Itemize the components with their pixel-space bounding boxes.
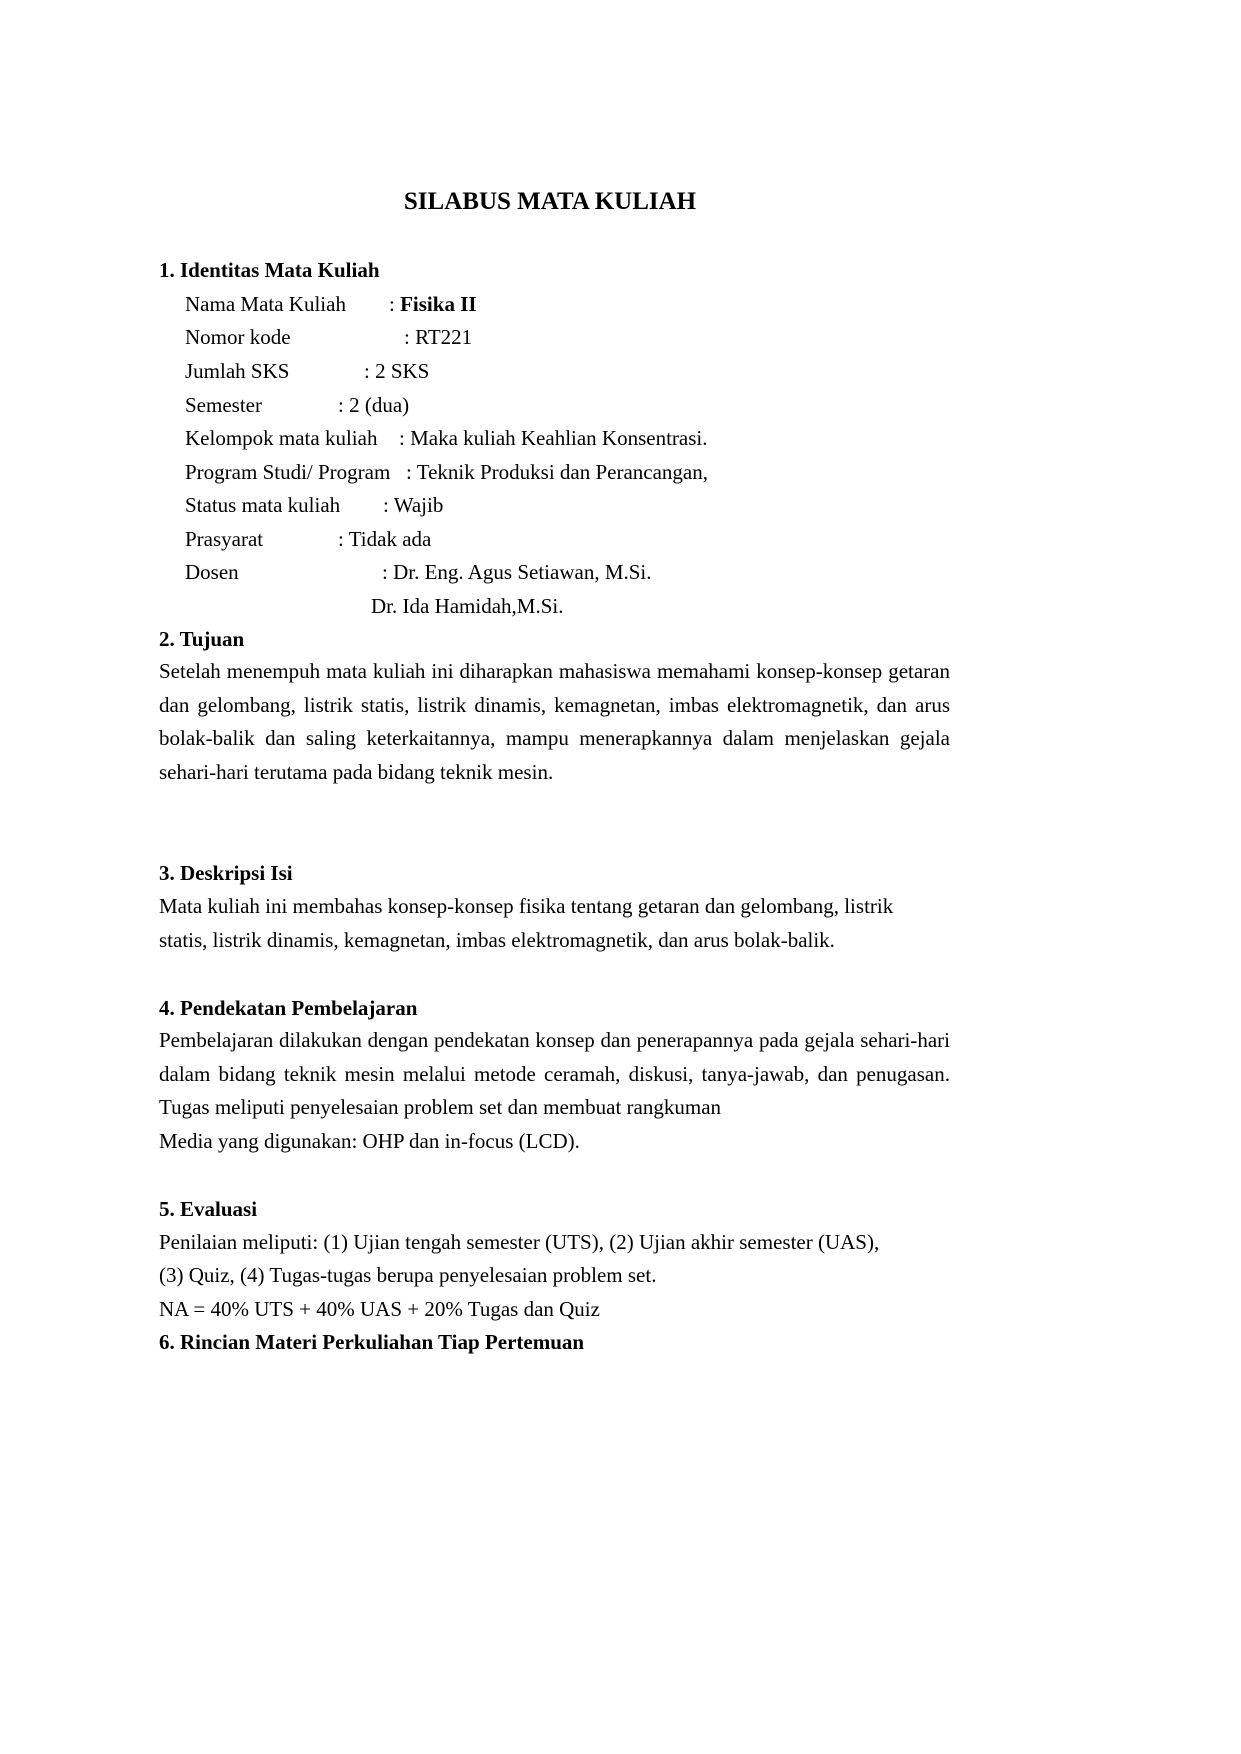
- row-kelompok-value: : Maka kuliah Keahlian Konsentrasi.: [399, 426, 708, 450]
- row-prodi-value: : Teknik Produksi dan Perancangan,: [406, 460, 708, 484]
- section-2-heading: 2. Tujuan: [159, 627, 245, 651]
- row-kelompok-label: Kelompok mata kuliah: [185, 426, 378, 450]
- row-semester-value: : 2 (dua): [338, 393, 410, 417]
- row-status-label: Status mata kuliah: [185, 493, 341, 517]
- section-6-heading: 6. Rincian Materi Perkuliahan Tiap Pertemuan: [159, 1330, 585, 1354]
- row-kode-label: Nomor kode: [185, 325, 291, 349]
- row-dosen-value: : Dr. Eng. Agus Setiawan, M.Si.: [382, 560, 652, 584]
- section-5-heading: 5. Evaluasi: [159, 1197, 258, 1221]
- row-status-value: : Wajib: [383, 493, 444, 517]
- row-nama-value: : Fisika II: [389, 292, 477, 316]
- row-prasyarat-label: Prasyarat: [185, 527, 264, 551]
- row-dosen-value-2: Dr. Ida Hamidah,M.Si.: [371, 594, 564, 618]
- row-kode-value: : RT221: [404, 325, 473, 349]
- document-title: SILABUS MATA KULIAH: [403, 188, 697, 215]
- row-sks-label: Jumlah SKS: [185, 359, 290, 383]
- section-3-line-1: Mata kuliah ini membahas konsep-konsep fisika tentang getaran dan gelombang, listrik: [159, 894, 894, 918]
- section-5-formula: NA = 40% UTS + 40% UAS + 20% Tugas dan Quiz: [159, 1297, 600, 1321]
- section-1-heading: 1. Identitas Mata Kuliah: [159, 258, 380, 282]
- section-5-line-2: (3) Quiz, (4) Tugas-tugas berupa penyelesaian problem set.: [159, 1263, 657, 1287]
- section-3-line-2: statis, listrik dinamis, kemagnetan, imbas elektromagnetik, dan arus bolak-balik.: [159, 928, 835, 952]
- section-5-line-1: Penilaian meliputi: (1) Ujian tengah semester (UTS), (2) Ujian akhir semester (UAS),: [159, 1230, 880, 1254]
- course-name: Fisika II: [400, 292, 477, 316]
- row-semester-label: Semester: [185, 393, 262, 417]
- section-2-text: Setelah menempuh mata kuliah ini diharapkan mahasiswa memahami konsep-konsep getaran dan gelombang, listrik statis, listrik dinamis, kemagnetan, imbas elektromagnetik, dan arus bolak-balik dan saling keterkaitannya, mampu menerapkannya dalam menjelaskan gejala sehari-hari terutama pada bidang teknik mesin.: [159, 659, 950, 784]
- row-dosen-label: Dosen: [185, 560, 239, 584]
- row-sks-value: : 2 SKS: [364, 359, 430, 383]
- section-4-media: Media yang digunakan: OHP dan in-focus (LCD).: [159, 1129, 580, 1153]
- section-3-heading: 3. Deskripsi Isi: [159, 861, 293, 885]
- row-prodi-label: Program Studi/ Program: [185, 460, 391, 484]
- row-nama-label: Nama Mata Kuliah: [185, 292, 346, 316]
- section-4-text: Pembelajaran dilakukan dengan pendekatan konsep dan penerapannya pada gejala sehari-hari dalam bidang teknik mesin melalui metode ceramah, diskusi, tanya-jawab, dan penugasan. Tugas meliputi penyelesaian problem set dan membuat rangkuman: [159, 1028, 950, 1120]
- row-prasyarat-value: : Tidak ada: [338, 527, 432, 551]
- section-4-heading: 4. Pendekatan Pembelajaran: [159, 996, 418, 1020]
